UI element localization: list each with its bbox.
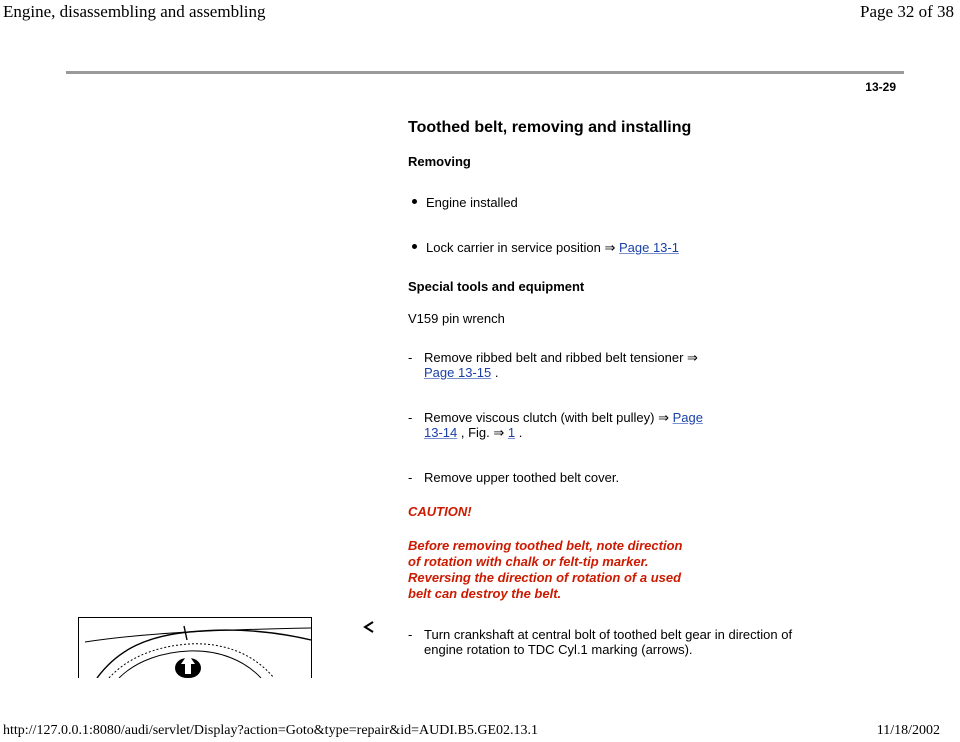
page-number: 13-29	[865, 80, 896, 94]
step-remove-viscous-clutch: - Remove viscous clutch (with belt pulley) ⇒ Page 13-14 , Fig. ⇒ 1 .	[408, 410, 703, 440]
header-divider	[66, 71, 904, 74]
tool-item: V159 pin wrench	[408, 311, 505, 326]
bullet-dot-icon	[412, 199, 417, 204]
step-remove-upper-cover: - Remove upper toothed belt cover.	[408, 470, 620, 485]
link-page-13-14-a[interactable]: Page	[672, 410, 703, 425]
step-dash: -	[408, 350, 413, 365]
toothed-belt-gear-illustration	[79, 618, 311, 678]
footer-date: 11/18/2002	[876, 723, 940, 738]
crankshaft-figure	[78, 617, 312, 678]
link-fig-1[interactable]: 1	[507, 425, 516, 440]
removing-heading: Removing	[408, 154, 471, 169]
link-page-13-1[interactable]: Page 13-1	[618, 240, 679, 255]
bullet-engine-installed: Engine installed	[412, 195, 518, 210]
footer-url[interactable]: http://127.0.0.1:8080/audi/servlet/Display?action=Goto&type=repair&id=AUDI.B5.GE02.13.1	[3, 723, 538, 738]
page-indicator: Page 32 of 38	[860, 2, 954, 21]
back-arrow-icon[interactable]	[362, 620, 376, 634]
step-remove-ribbed-belt: - Remove ribbed belt and ribbed belt tensioner ⇒ Page 13-15 .	[408, 350, 698, 380]
caution-text: Before removing toothed belt, note direction of rotation with chalk or felt-tip marker. Reversing the direction of rotation of a used belt can destroy the belt.	[408, 538, 683, 601]
link-page-13-14-b[interactable]: 13-14	[424, 425, 458, 440]
caution-title: CAUTION!	[408, 504, 472, 519]
bullet-dot-icon	[412, 244, 417, 249]
section-title: Toothed belt, removing and installing	[408, 119, 692, 136]
document-title: Engine, disassembling and assembling	[3, 2, 266, 21]
link-page-13-15[interactable]: Page 13-15	[424, 365, 492, 380]
step-dash: -	[408, 410, 413, 425]
step-dash: -	[408, 627, 413, 642]
step-turn-crankshaft: - Turn crankshaft at central bolt of toothed belt gear in direction of engine rotation to TDC Cyl.1 marking (arrows).	[408, 627, 793, 657]
step-dash: -	[408, 470, 413, 485]
bullet-lock-carrier: Lock carrier in service position ⇒ Page 13-1	[412, 240, 679, 256]
tools-heading: Special tools and equipment	[408, 279, 585, 294]
